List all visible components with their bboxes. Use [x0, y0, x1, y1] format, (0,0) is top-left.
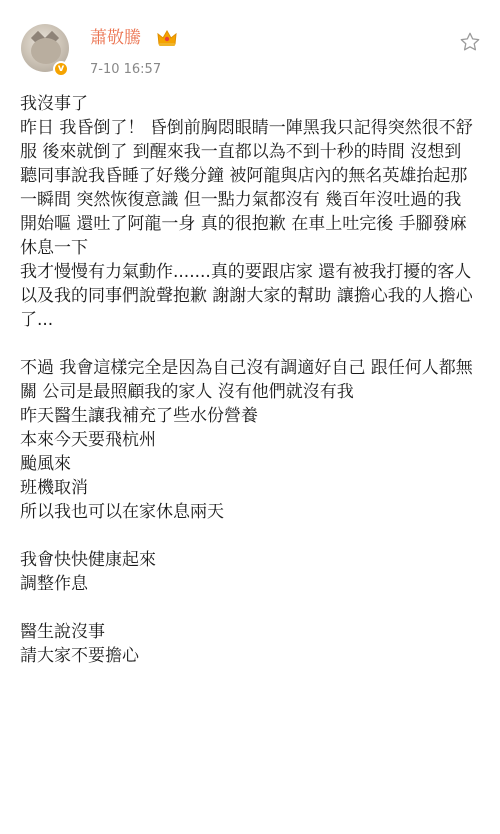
post-paragraph: 醫生說沒事 請大家不要擔心 [20, 622, 139, 666]
post-body [20, 92, 482, 668]
post-timestamp: 7-10 16:57 [90, 62, 162, 77]
star-icon[interactable] [459, 31, 481, 53]
paragraph-gap [20, 524, 482, 548]
author-name[interactable]: 蕭敬騰 [90, 28, 141, 48]
crown-icon [157, 29, 177, 47]
verified-badge-icon: v [53, 61, 69, 77]
post-paragraph: 我沒事了 昨日 我昏倒了！ 昏倒前胸悶眼睛一陣黑我只記得突然很不舒服 後來就倒了 到醒來我一直都以為不到十秒的時間 沒想到 聽同事說我昏睡了好幾分鐘 被阿龍與店內的無名英雄抬起那一瞬間 突然恢復意識 但一點力氣都沒有 幾百年沒吐過的我 開始嘔 還吐了阿龍一身 真的很抱歉 在車上吐完後 手腳發麻休息一下 我才慢慢有力氣動作.......真的要跟店家 還有被我打擾的客人 以及我的同事們說聲抱歉 謝謝大家的幫助 讓擔心我的人擔心了... [20, 94, 473, 330]
avatar-cat-face [31, 38, 61, 64]
paragraph-gap [20, 596, 482, 620]
paragraph-gap [20, 332, 482, 356]
post-header [0, 0, 500, 92]
post-paragraph: 不過 我會這樣完全是因為自己沒有調適好自己 跟任何人都無關 公司是最照顧我的家人 沒有他們就沒有我 昨天醫生讓我補充了些水份營養 本來今天要飛杭州 颱風來 班機取消 所以我也可以在家休息兩天 [20, 358, 473, 522]
post-paragraph: 我會快快健康起來 調整作息 [20, 550, 156, 594]
